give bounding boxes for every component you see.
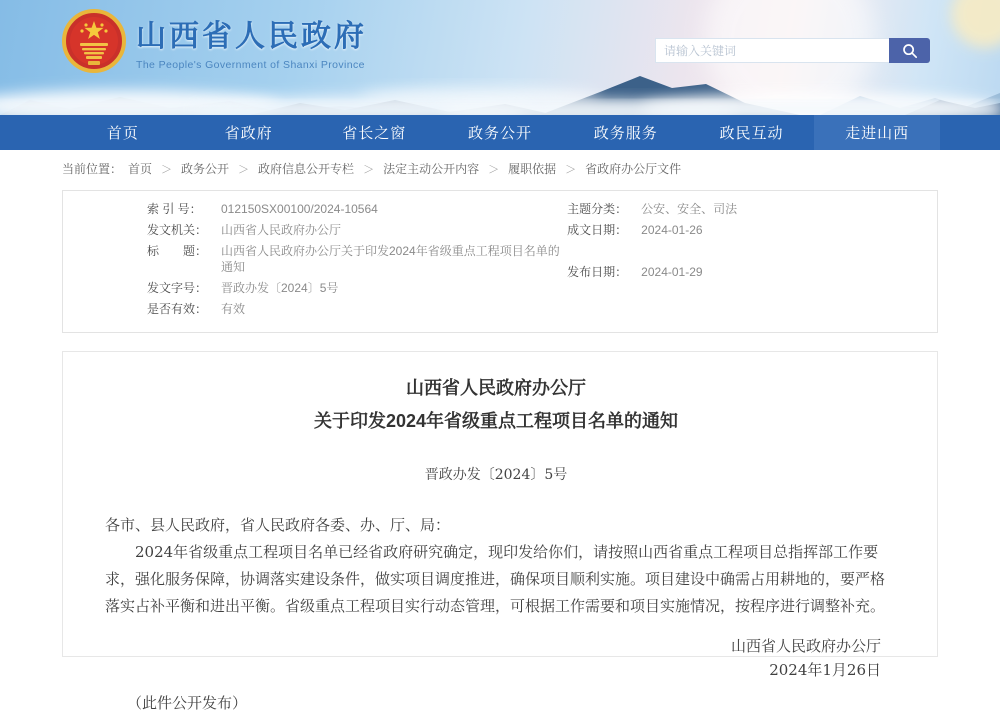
breadcrumb-home[interactable]: 首页 <box>128 162 153 176</box>
document-footnote: （此件公开发布） <box>127 694 248 712</box>
search-button[interactable] <box>889 38 930 63</box>
breadcrumb-separator: ＞ <box>488 163 500 176</box>
meta-row-title <box>147 243 561 275</box>
nav-item-gov-affairs-disclosure[interactable]: 政务公开 <box>468 125 533 142</box>
document-signer: 山西省人民政府办公厅 <box>730 637 881 655</box>
breadcrumb-office-documents[interactable]: 省政府办公厅文件 <box>585 162 682 176</box>
meta-row-issuing-agency <box>147 222 561 238</box>
site-title: 山西省人民政府 <box>136 20 367 53</box>
document-body <box>105 512 887 620</box>
meta-column-right <box>561 201 937 322</box>
meta-spacer <box>567 243 937 264</box>
brand-text <box>136 11 367 71</box>
meta-value: 2024-01-26 <box>641 223 703 237</box>
meta-value: 晋政办发〔2024〕5号 <box>221 281 339 295</box>
document-meta-box <box>62 190 938 333</box>
breadcrumb-separator: ＞ <box>161 163 173 176</box>
breadcrumb-duty-basis[interactable]: 履职依据 <box>508 162 557 176</box>
document-paragraph: 2024年省级重点工程项目名单已经省政府研究确定，现印发给你们，请按照山西省重点工程项目总指挥部工作要求，强化服务保障，协调落实建设条件，做实项目调度推进，确保项目顺利实施。项目建设中确需占用耕地的，要严格落实占补平衡和进出平衡。省级重点工程项目实行动态管理，可根据工作需要和项目实施情况，按程序进行调整补充。 <box>105 543 886 615</box>
document-title-line2: 关于印发2024年省级重点工程项目名单的通知 <box>313 411 679 431</box>
meta-value: 山西省人民政府办公厅 <box>221 223 342 237</box>
site-subtitle: The People's Government of Shanxi Province <box>136 59 365 71</box>
breadcrumb-prefix: 当前位置： <box>62 162 123 176</box>
breadcrumb-separator: ＞ <box>565 163 577 176</box>
main-nav <box>0 115 1000 150</box>
meta-row-publish-date <box>567 264 937 280</box>
meta-label: 索 引 号： <box>147 202 202 216</box>
meta-row-validity <box>147 301 561 317</box>
search-icon <box>902 43 918 59</box>
document-salutation: 各市、县人民政府，省人民政府各委、办、厅、局： <box>105 516 451 534</box>
meta-row-index-number <box>147 201 561 217</box>
nav-item-into-shanxi[interactable]: 走进山西 <box>814 115 940 150</box>
breadcrumb-separator: ＞ <box>363 163 375 176</box>
document-title-line1: 山西省人民政府办公厅 <box>406 378 586 398</box>
meta-value: 山西省人民政府办公厅关于印发2024年省级重点工程项目名单的通知 <box>221 244 560 274</box>
meta-row-theme-category <box>567 201 937 217</box>
meta-column-left <box>63 201 561 322</box>
document-signature <box>105 634 887 682</box>
meta-label: 是否有效： <box>147 302 208 316</box>
meta-value: 012150SX00100/2024-10564 <box>221 202 378 216</box>
meta-value: 2024-01-29 <box>641 265 703 279</box>
meta-label: 发文字号： <box>147 281 208 295</box>
site-brand[interactable] <box>62 9 367 73</box>
national-emblem-logo <box>62 9 126 73</box>
breadcrumb <box>0 150 1000 187</box>
nav-item-home[interactable]: 首页 <box>106 125 139 142</box>
meta-label: 标 题： <box>147 244 208 258</box>
header-banner <box>0 0 1000 115</box>
meta-label: 发布日期： <box>567 265 628 279</box>
breadcrumb-info-column[interactable]: 政府信息公开专栏 <box>258 162 355 176</box>
search-box <box>655 38 930 63</box>
document-sign-date: 2024年1月26日 <box>769 661 881 679</box>
breadcrumb-gov-disclosure[interactable]: 政务公开 <box>181 162 230 176</box>
nav-item-gov-services[interactable]: 政务服务 <box>593 125 658 142</box>
nav-item-governor-window[interactable]: 省长之窗 <box>342 125 407 142</box>
breadcrumb-separator: ＞ <box>238 163 250 176</box>
search-input[interactable] <box>655 38 889 63</box>
meta-label: 主题分类： <box>567 202 628 216</box>
meta-value: 公安、安全、司法 <box>641 202 738 216</box>
document-content-box <box>62 351 938 712</box>
breadcrumb-statutory-content[interactable]: 法定主动公开内容 <box>383 162 480 176</box>
meta-value: 有效 <box>221 302 246 316</box>
meta-label: 成文日期： <box>567 223 628 237</box>
meta-row-document-number <box>147 280 561 296</box>
meta-label: 发文机关： <box>147 223 208 237</box>
nav-item-provincial-gov[interactable]: 省政府 <box>224 125 273 142</box>
document-number: 晋政办发〔2024〕5号 <box>424 467 568 483</box>
nav-item-public-interaction[interactable]: 政民互动 <box>719 125 784 142</box>
meta-row-written-date <box>567 222 937 238</box>
